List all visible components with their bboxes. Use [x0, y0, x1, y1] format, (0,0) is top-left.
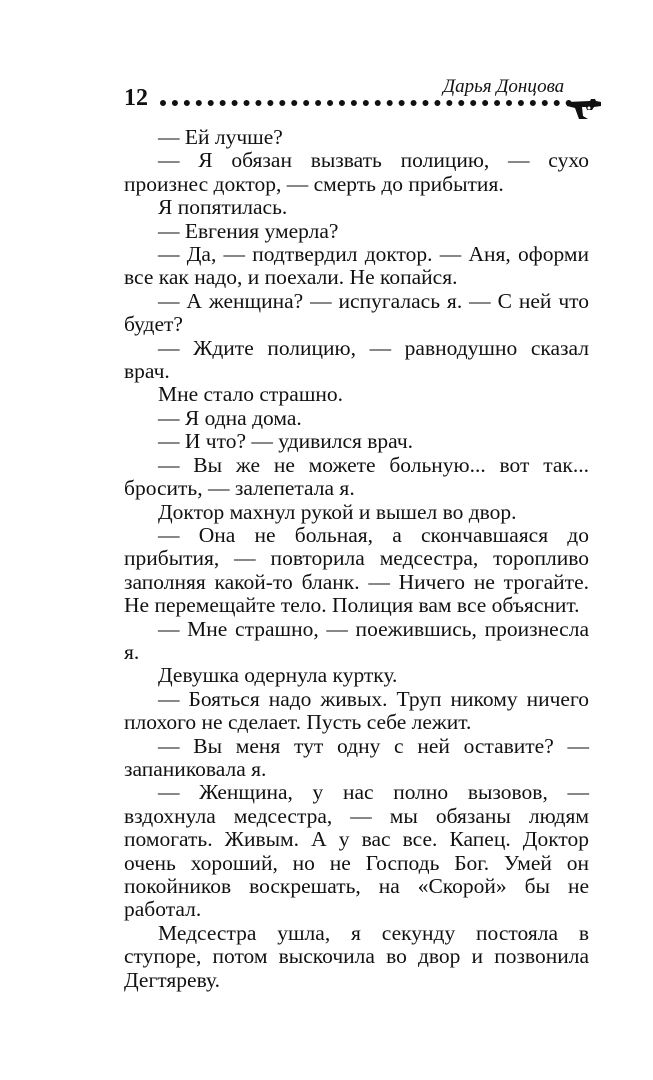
page-number: 12: [124, 85, 148, 111]
paragraph: — И что? — удивился врач.: [158, 429, 414, 454]
paragraph: Девушка одернула куртку.: [158, 663, 398, 688]
paragraph: — Я одна дома.: [158, 405, 302, 430]
paragraph: — Женщина, у нас полно вызовов, — вздохнула медсестра, — мы обязаны людям помогать. Живым. А у вас все. Капец. Доктор очень хороший, но не Господь Бог. Умей он покойников воскрешать, на «Скорой» бы не работал.: [124, 780, 589, 922]
body-text: [124, 126, 589, 992]
paragraph: Медсестра ушла, я секунду постояла в ступоре, потом выскочила во двор и позвонила Дегтяреву.: [124, 920, 589, 992]
paragraph: — Ей лучше?: [158, 125, 283, 149]
paragraph: — Евгения умерла?: [158, 218, 339, 243]
paragraph: — Вы же не можете больную... вот так... бросить, — залепетала я.: [124, 452, 589, 501]
running-header: [0, 0, 653, 130]
paragraph: — Да, — подтвердил доктор. — Аня, оформи все как надо, и поехали. Не копайся.: [124, 242, 589, 290]
paragraph: — Ждите полицию, — равнодушно сказал врач.: [124, 335, 589, 384]
paragraph: Мне стало страшно.: [158, 382, 344, 407]
paragraph: — Она не больная, а скончавшаяся до прибытия, — повторила медсестра, торопливо заполняя какой-то бланк. — Ничего не трогайте. Не перемещайте тело. Полиция вам все объяснит.: [124, 522, 589, 618]
paragraph: — Вы меня тут одну с ней оставите? — запаниковала я.: [124, 733, 589, 781]
paragraph: — Бояться надо живых. Труп никому ничего плохого не сделает. Пусть себе лежит.: [124, 686, 589, 735]
paragraph: — Я обязан вызвать полицию, — сухо произнес доктор, — смерть до прибытия.: [124, 148, 589, 196]
paragraph: — А женщина? — испугалась я. — С ней что будет?: [124, 288, 589, 337]
paragraph: Доктор махнул рукой и вышел во двор.: [158, 499, 517, 524]
paragraph: Я попятилась.: [158, 195, 288, 220]
author-name: Дарья Донцова: [443, 76, 565, 97]
paragraph: — Мне страшно, — поежившись, произнесла я.: [124, 616, 589, 664]
revolver-icon: [566, 96, 602, 120]
dotted-rule: [160, 100, 572, 106]
